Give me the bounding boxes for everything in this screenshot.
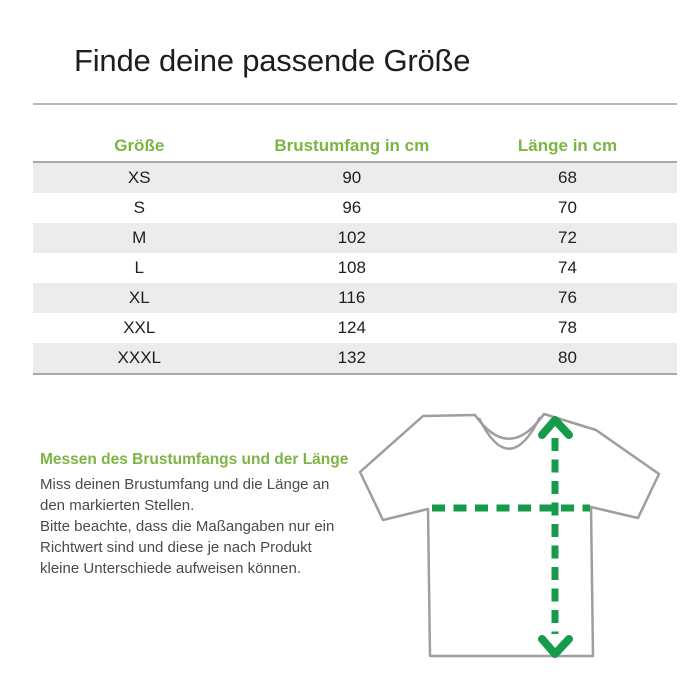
size-table bbox=[33, 130, 677, 375]
size-cell: XXL bbox=[123, 318, 156, 337]
table-header-row bbox=[33, 130, 677, 162]
chest-cell: 96 bbox=[342, 198, 362, 217]
tshirt-outline-icon bbox=[360, 414, 659, 656]
chest-cell: 124 bbox=[337, 318, 366, 337]
tshirt-measurement-diagram bbox=[356, 406, 696, 668]
measure-section-text bbox=[40, 474, 340, 579]
measure-paragraph-2: Bitte beachte, dass die Maßangaben nur ein Richtwert sind und diese je nach Produkt kleine Unterschiede aufweisen können. bbox=[40, 518, 335, 577]
length-cell: 70 bbox=[558, 198, 577, 217]
length-cell: 78 bbox=[558, 318, 577, 337]
size-cell: M bbox=[132, 228, 147, 247]
page-title: Finde deine passende Größe bbox=[74, 43, 471, 78]
size-cell: XXXL bbox=[117, 348, 161, 367]
table-row bbox=[33, 343, 677, 374]
size-cell: L bbox=[134, 258, 144, 277]
table-row bbox=[33, 313, 677, 343]
measure-paragraph-1: Miss deinen Brustumfang und die Länge an den markierten Stellen. bbox=[40, 476, 330, 514]
measure-section-heading: Messen des Brustumfangs und der Länge bbox=[40, 451, 349, 468]
length-cell: 74 bbox=[558, 258, 577, 277]
chest-cell: 132 bbox=[337, 348, 366, 367]
chest-cell: 116 bbox=[338, 288, 366, 307]
length-cell: 72 bbox=[558, 228, 577, 247]
length-cell: 76 bbox=[558, 288, 577, 307]
chest-cell: 108 bbox=[337, 258, 366, 277]
chest-cell: 102 bbox=[337, 228, 366, 247]
size-cell: S bbox=[133, 198, 145, 217]
table-row bbox=[33, 162, 677, 193]
col-header-size: Größe bbox=[33, 130, 246, 162]
size-cell: XS bbox=[127, 168, 151, 187]
table-row bbox=[33, 283, 677, 313]
length-cell: 80 bbox=[558, 348, 577, 367]
chest-cell: 90 bbox=[342, 168, 362, 187]
table-row bbox=[33, 253, 677, 283]
size-cell: XL bbox=[128, 288, 150, 307]
table-row bbox=[33, 193, 677, 223]
col-header-chest: Brustumfang in cm bbox=[246, 130, 459, 162]
length-cell: 68 bbox=[558, 168, 577, 187]
table-row bbox=[33, 223, 677, 253]
col-header-length: Länge in cm bbox=[458, 130, 677, 162]
top-divider bbox=[33, 103, 677, 105]
